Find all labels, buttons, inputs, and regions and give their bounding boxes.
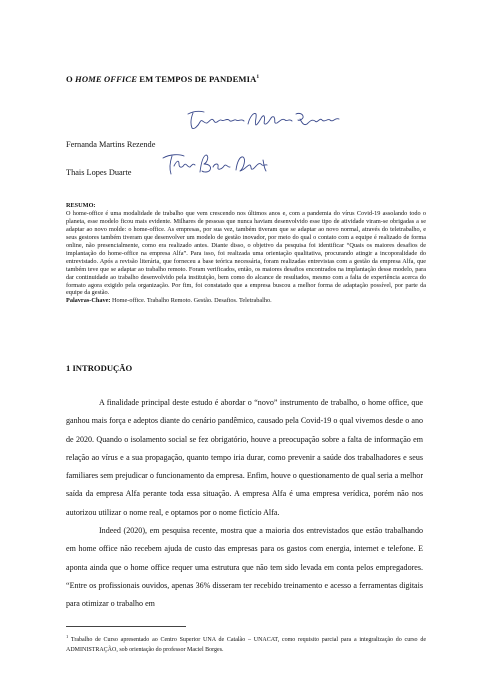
title-emphasis: HOME OFFICE [75,74,138,84]
keywords-text: Home-office. Trabalho Remoto. Gestão. Desafios. Teletrabalho. [110,297,272,305]
footnote [66,632,426,655]
title-suffix: EM TEMPOS DE PANDEMIA [137,74,257,84]
section-body [66,394,423,614]
section-heading: 1 INTRODUÇÃO [66,363,133,373]
author-2-signature [160,150,275,180]
paragraph: Indeed (2020), em pesquisa recente, mostra que a maioria dos entrevistados que estão trabalhando em home office não recebem ajuda de custo das empresas para os gastos com energia, internet e telefone. E aponta ainda que o home office requer uma estrutura que não tem sido levada em conta pelos empregadores. “Entre os profissionais ouvidos, apenas 36% disseram ter recebido treinamento e acesso a ferramentas digitais para otimizar o trabalho em [66,526,423,609]
title-footnote-mark: 1 [256,74,260,81]
author-2-name: Thais Lopes Duarte [66,168,132,177]
keywords [66,297,426,305]
author-1-signature [184,108,342,134]
footnote-text: Trabalho de Curso apresentado ao Centro Superior UNA de Catalão – UNACAT, como requisito parcial para a integralização do curso de ADMINISTRAÇÃO, sob orientação do professor Maciel Borges. [66,637,426,653]
footnote-separator [66,626,186,627]
keywords-label: Palavras-Chave: [66,297,111,305]
document-title [66,74,446,84]
abstract-label: RESUMO: [66,202,96,209]
abstract-text: O home-office é uma modalidade de trabalho que vem crescendo nos últimos anos e, com a pandemia do vírus Covid-19 assolando todo o planeta, esse modelo ficou mais evidente. Milhares de pessoas que nunca haviam desenvolvido esse tipo de atividade viram-se obrigadas a se adaptar ao novo molde: o home-office. As empresas, por sua vez, também tiveram que se adaptar ao novo normal, através do teletrabalho, e seus gestores também tiveram que desenvolver um modelo de gestão inovador, por meio do qual o contato com a equipe é realizado de forma online, não presencialmente, como era realizado antes. Diante disso, o objetivo da pesquisa foi identificar “Quais os maiores desafios de implantação do home-office na empresa Alfa”. Para isso, foi realizada uma orientação qualitativa, procurando atingir a incoporalidade do entrevistado. Após a revisão literária, que forneceu a base teórica necessária, foram realizadas entrevistas com a gestão da empresa Alfa, que também teve que se adaptar ao trabalho remoto. Foram verificados, então, os maiores desafios encontrados na implantação desse modelo, para dar continuidade ao trabalho desenvolvido pela instituição, bem como do alcance de resultados, mesmo com a falta de experiência acerca do formato agora exigido pela organização. Por fim, foi constatado que a empresa buscou a melhor forma de adaptação possível, por parte da equipe da gestão. [66,209,426,297]
author-1-name: Fernanda Martins Rezende [66,140,156,149]
abstract [66,202,426,305]
title-prefix: O [66,74,76,84]
footnote-mark: 1 [66,634,69,639]
paragraph: A finalidade principal deste estudo é abordar o “novo” instrumento de trabalho, o home office, que ganhou mais força e adeptos diante do cenário pandêmico, causado pela Covid-19 o qual vivemos desde o ano de 2020. Quando o isolamento social se fez obrigatório, houve a preocupação sobre a falta de informação em relação ao vírus e a sua propagação, quanto tempo iria durar, como prevenir a saúde dos trabalhadores e seus familiares sem prejudicar o funcionamento da empresa. Enfim, houve o questionamento de qual seria a melhor saída da empresa Alfa perante toda essa situação. A empresa Alfa é uma empresa verídica, porém não nos autorizou utilizar o nome real, e optamos por o nome fictício Alfa. [66,398,423,517]
